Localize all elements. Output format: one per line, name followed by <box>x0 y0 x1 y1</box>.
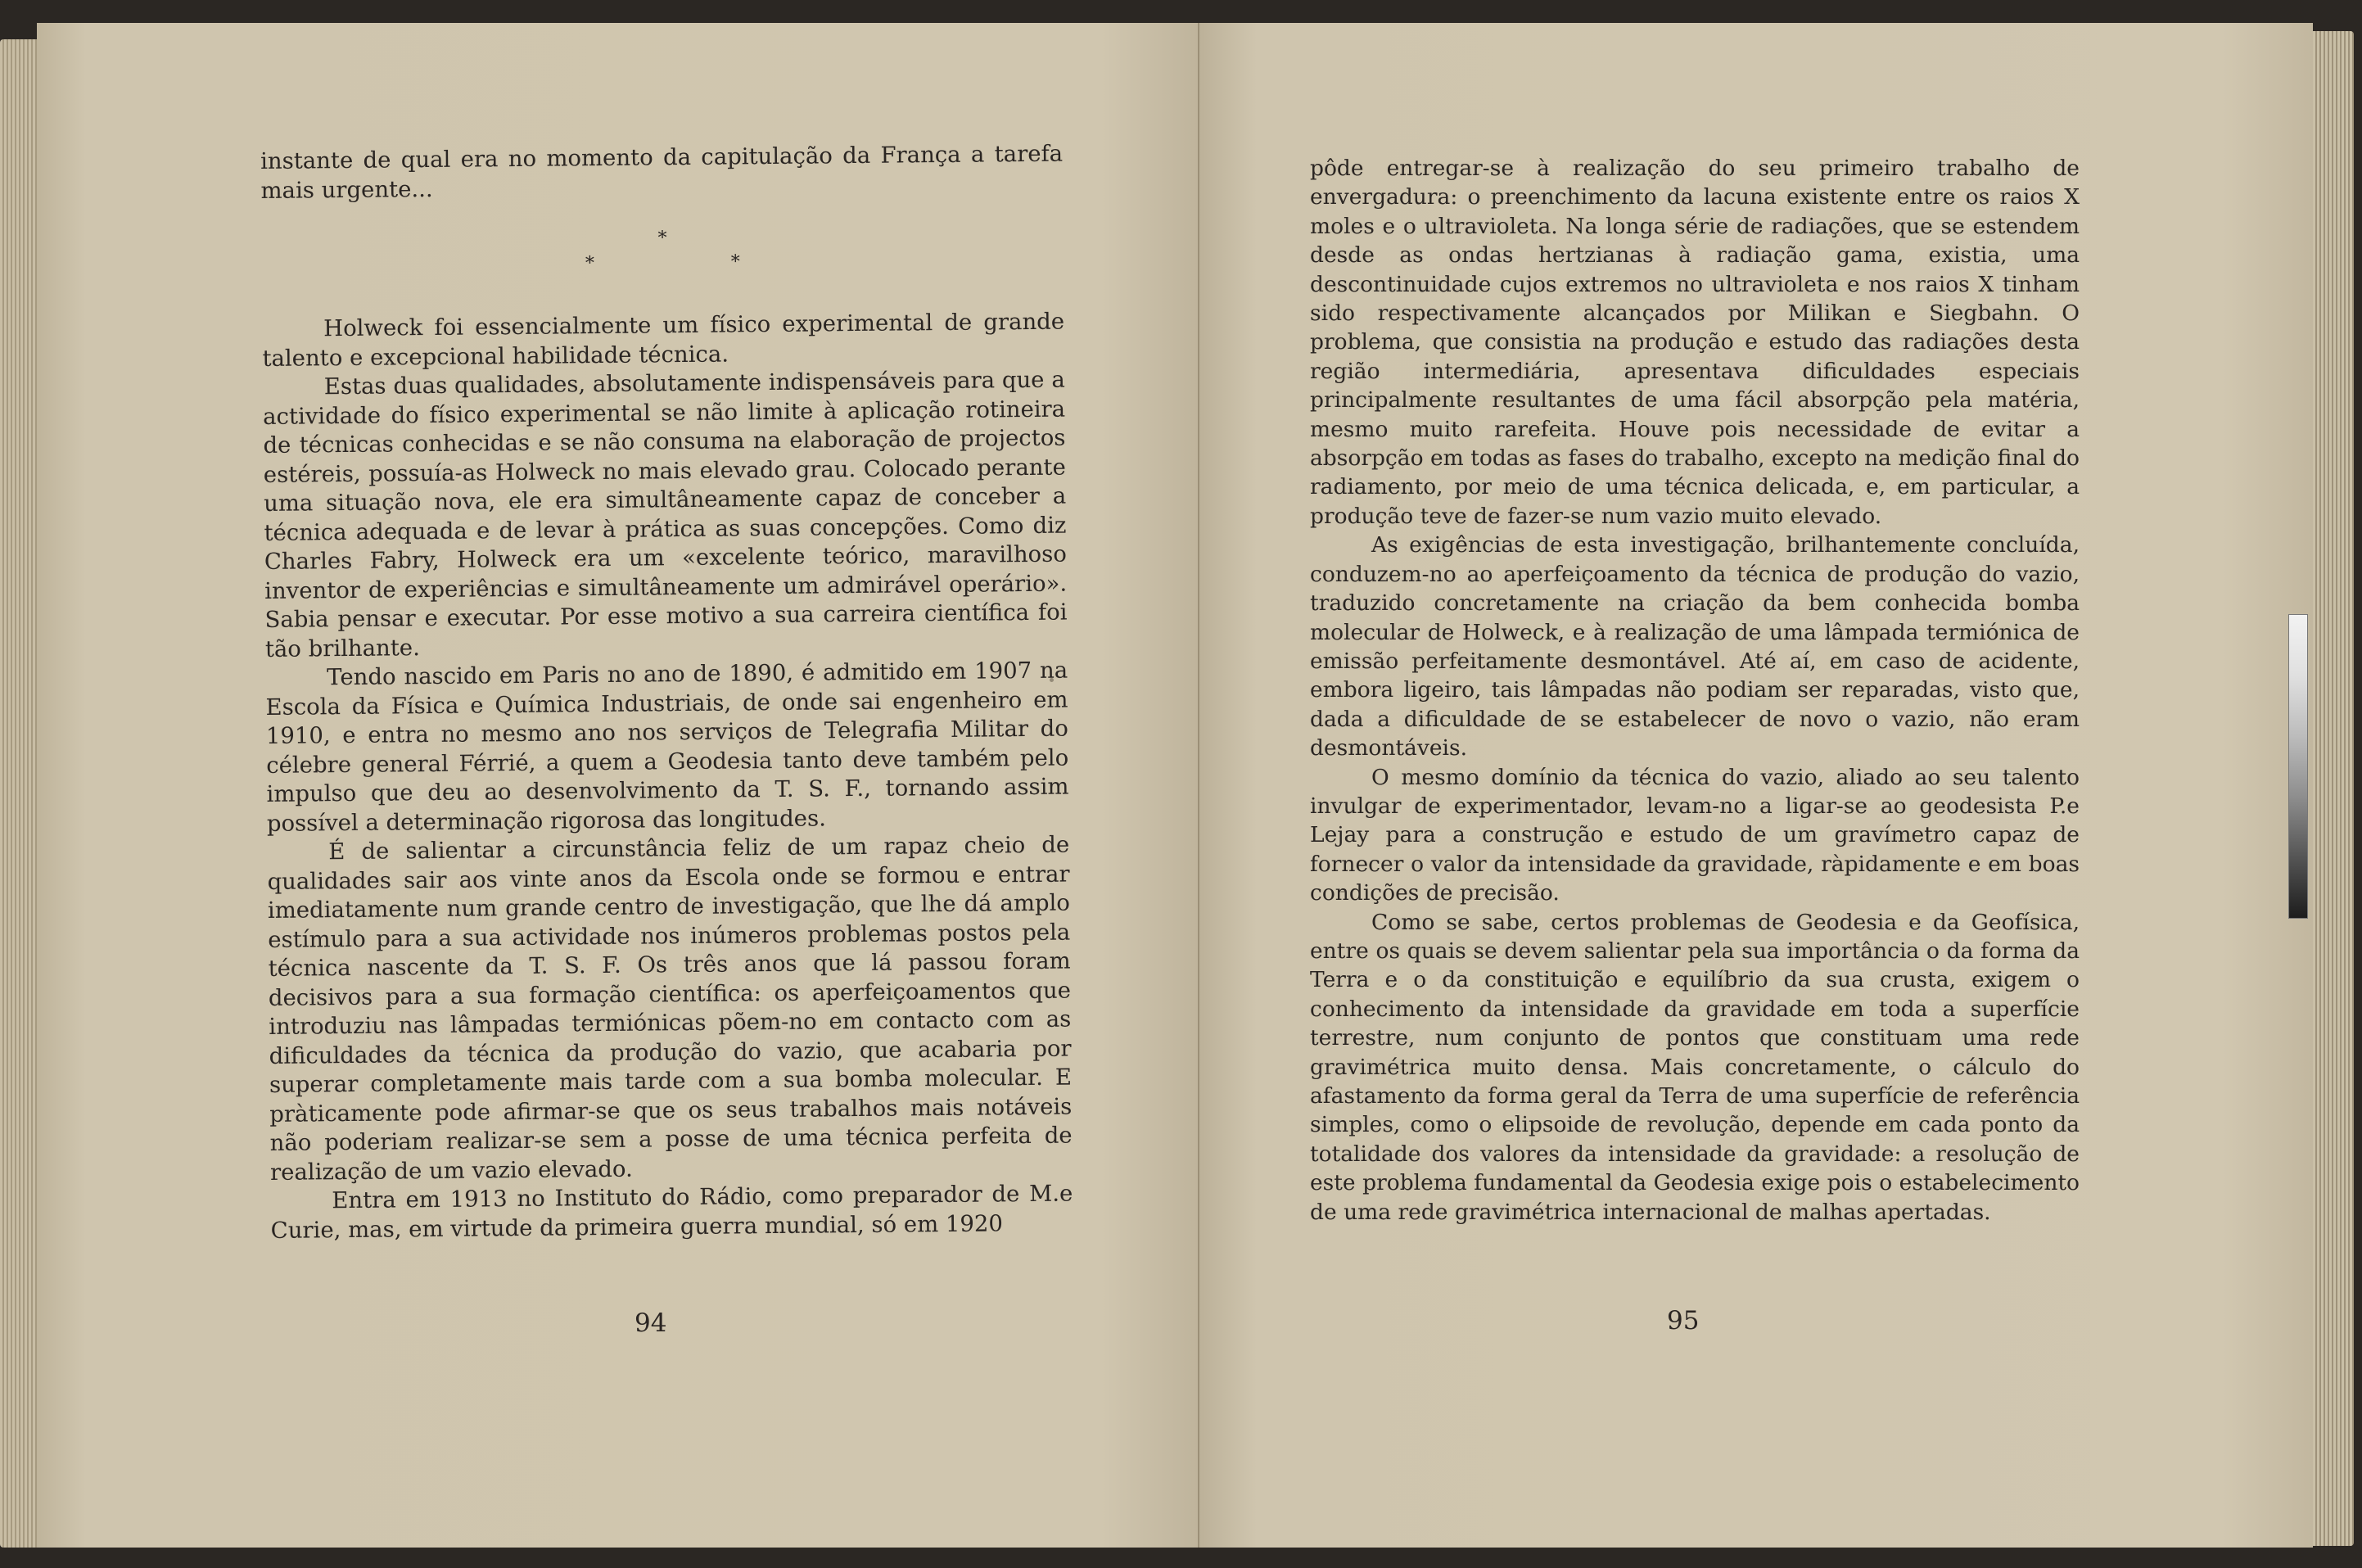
opening-lines: instante de qual era no momento da capitulação da França a tarefa mais urgente... <box>260 140 1064 204</box>
paragraph: Estas duas qualidades, absolutamente indispensáveis para que a actividade do físico experimental se não limite à aplicação rotineira de técnicas conhecidas e se não consuma na elaboração de projectos estéreis, possuía-as Holweck no mais elevado grau. Colocado perante uma situação nova, ele era simultâneamente capaz de conceber a técnica adequada e de levar à prática as suas concepções. Como diz Charles Fabry, Holweck era um «excelente teórico, maravilhoso inventor de experiências e simultâneamente um admirável operário». Sabia pensar e executar. Por esse motivo a sua carreira científica foi tão brilhante. <box>262 366 1068 662</box>
page-edges-right <box>2309 31 2354 1546</box>
left-page-text <box>260 140 1073 1245</box>
paragraph: As exigências de esta investigação, brilhantemente concluída, conduzem-no ao aperfeiçoamento da técnica de produção do vazio, traduzido concretamente na criação da bem conhecida bomba molecular de Holweck, e à realização de uma lâmpada termiónica de emissão perfeitamente desmontável. Até aí, em caso de acidente, embora ligeiro, tais lâmpadas não podiam ser reparadas, visto que, dada a dificuldade de se estabelecer de novo o vazio, não eram desmontáveis. <box>1310 532 2080 761</box>
paragraph: pôde entregar-se à realização do seu primeiro trabalho de envergadura: o preenchimento da lacuna existente entre os raios X moles e o ultravioleta. Na longa série de radiações, que se estendem desde as ondas hertzianas à radiação gama, existia, uma descontinuidade cujos extremos no ultravioleta e nos raios X tinham sido respectivamente alcançados por Milikan e Siegbahn. O problema, que consistia na produção e estudo das radiações desta região intermediária, apresentava dificuldades especiais principalmente resultantes de uma fácil absorpção pela matéria, mesmo muito rarefeita. Houve pois necessidade de evitar a absorpção em todas as fases do trabalho, excepto na medição final do radiamento, por meio de uma técnica delicada, e, em particular, a produção teve de fazer-se num vazio muito elevado. <box>1310 156 2080 529</box>
right-page-text <box>1310 154 2080 1227</box>
paragraph: Entra em 1913 no Instituto do Rádio, como preparador de M.e Curie, mas, em virtude da primeira guerra mundial, só em 1920 <box>270 1180 1073 1244</box>
paragraph: Tendo nascido em Paris no ano de 1890, é admitido em 1907 na Escola da Física e Química Industriais, de onde sai engenheiro em 1910, e entra no mesmo ano nos serviços de Telegrafia Militar do célebre general Férrié, a quem a Geodesia tanto deve também pelo impulso que deu ao desenvolvimento da T. S. F., tornando assim possível a determinação rigorosa das longitudes. <box>265 657 1069 837</box>
paragraph: O mesmo domínio da técnica do vazio, aliado ao seu talento invulgar de experimentador, levam-no a ligar-se ao geodesista P.e Lejay para a construção e estudo de um gravímetro capaz de fornecer o valor da intensidade da gravidade, ràpidamente e em boas condições de precisão. <box>1310 764 2080 906</box>
section-separator <box>261 223 1064 279</box>
page-number-left: 94 <box>635 1308 667 1338</box>
page-number-right: 95 <box>1667 1306 1700 1335</box>
separator-stars-bottom: * * <box>585 251 806 274</box>
paragraph: Como se sabe, certos problemas de Geodesia e da Geofísica, entre os quais se devem salientar pela sua importância o da forma da Terra e o da constituição e equilíbrio da sua crusta, exigem o conhecimento da intensidade da gravidade em toda a superfície terrestre, num conjunto de pontos que constituam uma rede gravimétrica muito densa. Mais concretamente, o cálculo do afastamento da forma geral da Terra de uma superfície de referência simples, como o elipsoide de revolução, depende em cada ponto da totalidade dos valores da intensidade da gravidade: a resolução de este problema fundamental da Geodesia exige pois o estabelecimento de uma rede gravimétrica internacional de malhas apertadas. <box>1310 909 2080 1225</box>
separator-star-top: * <box>657 227 733 249</box>
paragraph: É de salientar a circunstância feliz de um rapaz cheio de qualidades sair aos vinte anos da Escola onde se formou e entrar imediatamente num grande centro de investigação, que lhe dá amplo estímulo para a sua actividade nos inúmeros problemas postos pela técnica nascente da T. S. F. Os três anos que lá passou foram decisivos para a sua formação científica: os aperfeiçoamentos que introduziu nas lâmpadas termiónicas põem-no em contacto com as dificuldades da técnica da produção do vazio, que acabaria por superar completamente mais tarde com a sua bomba molecular. E pràticamente pode afirmar-se que os seus trabalhos mais notáveis não poderiam realizar-se sem a posse de uma técnica perfeita de realização de um vazio elevado. <box>267 831 1073 1186</box>
grayscale-calibration-strip <box>2288 614 2308 919</box>
paragraph: Holweck foi essencialmente um físico experimental de grande talento e excepcional habilidade técnica. <box>262 308 1065 372</box>
